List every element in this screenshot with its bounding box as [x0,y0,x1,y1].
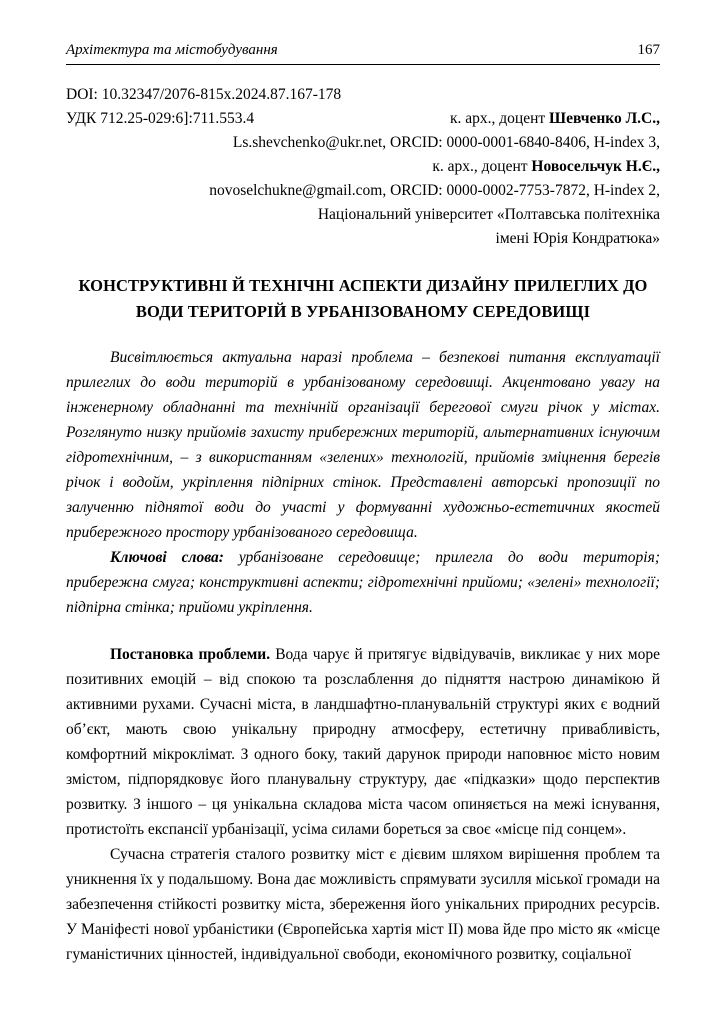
keywords-paragraph [66,545,660,620]
author-2-degree: к. арх., доцент [432,158,532,175]
body-paragraph-1 [66,642,660,842]
abstract-paragraph: Висвітлюється актуальна наразі проблема – безпекові питання експлуатації прилеглих до води територій в урбанізованому середовищі. Акцентовано увагу на інженерному обладнанні та технічній організації берегової смуги річок у містах. Розглянуто низку прийомів захисту прибережних територій, альтернативних існуючим гідротехнічним, – з використанням «зелених» технологій, прийомів зміцнення берегів річок і водойм, укріплення підпірних стінок. Представлені авторські пропозиції по залученню піднятої води до участі у формуванні художньо-естетичних якостей прибережного простору урбанізованого середовища. [66,349,660,541]
author-1-line [450,107,660,131]
journal-title: Архітектура та містобудування [66,42,278,58]
author-1-degree: к. арх., доцент [450,110,550,127]
article-title: КОНСТРУКТИВНІ Й ТЕХНІЧНІ АСПЕКТИ ДИЗАЙНУ ПРИЛЕГЛИХ ДО ВОДИ ТЕРИТОРІЙ В УРБАНІЗОВАНОМУ СЕРЕДОВИЩІ [78,276,648,321]
author-2-name: Новосельчук Н.Є., [531,158,660,175]
author-1-contact: Ls.shevchenko@ukr.net, ORCID: 0000-0001-6840-8406, H-index 3, [232,134,660,151]
keywords-label: Ключові слова: [110,549,224,566]
body-paragraph-2 [66,842,660,967]
author-2-line [66,155,660,179]
article-body [66,642,660,967]
article-meta [66,83,660,251]
doi-line: DOI: 10.32347/2076-815x.2024.87.167-178 [66,86,342,103]
author-2-contact: novoselchukne@gmail.com, ORCID: 0000-0002-7753-7872, H-index 2, [209,182,660,199]
keywords-text: урбанізоване середовище; прилегла до води територія; прибережна смуга; конструктивні аспекти; гідротехнічні прийоми; «зелені» технології; підпірна стінка; прийоми укріплення. [66,549,660,616]
paragraph-text: Вода чарує й притягує відвідувачів, викликає у них море позитивних емоцій – від спокою та розслаблення до підняття настрою динамікою й активними рухами. Сучасні міста, в ландшафтно-планувальній структурі яких є водний об’єкт, мають свою унікальну природну атмосферу, естетичну привабливість, комфортний мікроклімат. З одного боку, такий дарунок природи наповнює місто новим змістом, підпорядковує його планувальну структуру, дає «підказки» щодо перспектив розвитку. З іншого – ця унікальна складова міста часом опиняється на межі існування, протистоїть експансії урбанізації, усіма силами бореться за своє «місце під сонцем». [66,646,660,838]
author-1-name: Шевченко Л.С., [549,110,660,127]
udc-code: УДК 712.25-029:6]:711.553.4 [66,110,255,127]
page-header [66,42,660,65]
affiliation-line-1: Національний університет «Полтавська політехніка [317,206,660,223]
udc-author-row [66,107,660,131]
affiliation-line-2: імені Юрія Кондратюка» [495,230,660,247]
page-number: 167 [637,42,660,58]
paragraph-text: Сучасна стратегія сталого розвитку міст є дієвим шляхом вирішення проблем та уникнення їх у подальшому. Вона дає можливість спрямувати зусилля міської громади на забезпечення стійкості розвитку міста, збереження його унікальних природних ресурсів. У Маніфесті нової урбаністики (Європейська хартія міст ІІ) мова йде про місто як «місце гуманістичних цінностей, індивідуальної свободи, економічного розвитку, соціальної [66,846,660,963]
paragraph-lead: Постановка проблеми. [110,646,271,663]
